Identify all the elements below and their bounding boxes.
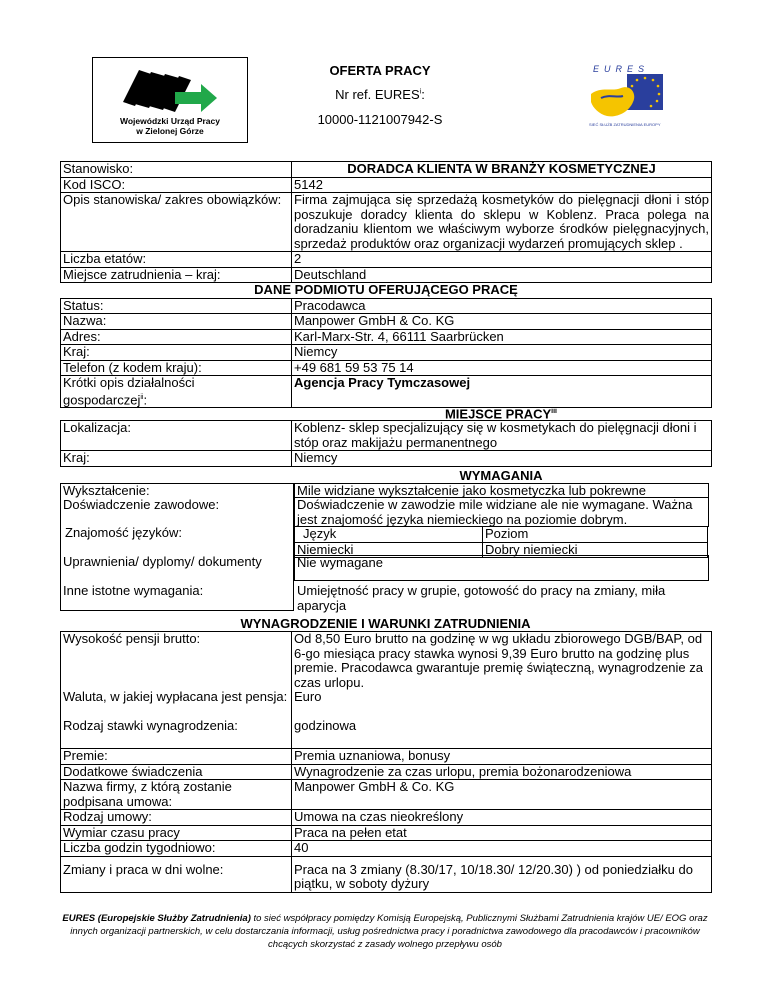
table-row <box>61 360 712 376</box>
wup-logo-caption: Wojewódzki Urząd Pracy w Zielonej Górze <box>120 116 220 136</box>
wymiar-label: Wymiar czasu pracy <box>61 825 292 841</box>
isco-value: 5142 <box>292 177 712 193</box>
swiadczenia-value: Wynagrodzenie za czas urlopu, premia bożonarodzeniowa <box>292 764 712 780</box>
inne-label: Inne istotne wymagania: <box>63 583 204 598</box>
table-row <box>61 780 712 810</box>
page-title: OFERTA PRACY <box>329 63 431 78</box>
telefon-label: Telefon (z kodem kraju): <box>61 360 292 376</box>
etaty-label: Liczba etatów: <box>61 252 292 268</box>
waluta-label: Waluta, w jakiej wypłacana jest pensja: <box>61 690 292 719</box>
status-value: Pracodawca <box>292 298 712 314</box>
status-label: Status: <box>61 298 292 314</box>
firma-value: Manpower GmbH & Co. KG <box>292 780 712 810</box>
table-row <box>61 252 712 268</box>
telefon-value: +49 681 59 53 75 14 <box>292 360 712 376</box>
table-row <box>61 376 712 408</box>
poziom-value: Dobry niemiecki <box>483 542 708 558</box>
opis-value: Firma zajmująca się sprzedażą kosmetyków do pielęgnacji dłoni i stóp poszukuje doradcy klienta do sklepu w Koblenz. Praca polega na doradzaniu klientom we właściwym wyborze środków pielęgnacyjnych, sprzedaż produktów oraz organizacji wydarzeń promujących sklep . <box>292 193 712 252</box>
table-row <box>61 719 712 749</box>
location-section-title: MIEJSCE PRACY$^{iii}$ <box>444 406 558 422</box>
table-row <box>61 283 712 299</box>
salary-section-title: WYNAGRODZENIE I WARUNKI ZATRUDNIENIA <box>240 616 531 631</box>
doswiadczenie-value: Doświadczenie w zawodzie mile widziane ale nie wymagane. Ważna jest znajomość języka niemieckiego na poziomie dobrym. <box>297 497 693 527</box>
waluta-value: Euro <box>292 690 712 719</box>
poziom-header: Poziom <box>483 527 708 543</box>
position-table <box>60 161 712 408</box>
uprawnienia-value: Nie wymagane <box>297 555 383 570</box>
location-table <box>60 420 712 467</box>
stanowisko-label: Stanowisko: <box>61 162 292 178</box>
requirements-section-title: WYMAGANIA <box>459 468 543 483</box>
employer-section-title: DANE PODMIOTU OFERUJĄCEGO PRACĘ <box>61 283 712 299</box>
table-row <box>61 810 712 826</box>
eures-logo-sub: SIEĆ SŁUŻB ZATRUDNIENIA EUROPY <box>589 122 661 127</box>
table-row <box>61 841 712 857</box>
zmiany-value: Praca na 3 zmiany (8.30/17, 10/18.30/ 12/20.30) ) od poniedziałku do piątku, w soboty dyżury <box>292 856 712 892</box>
wyksztalcenie-value: Mile widziane wykształcenie jako kosmetyczka lub pokrewne <box>297 483 646 498</box>
firma-label: Nazwa firmy, z którą zostanie podpisana umowa: <box>61 780 292 810</box>
wup-logo <box>92 57 248 143</box>
uprawnienia-label: Uprawnienia/ dyplomy/ dokumenty <box>63 554 262 569</box>
premie-label: Premie: <box>61 749 292 765</box>
adres-value: Karl-Marx-Str. 4, 66111 Saarbrücken <box>292 329 712 345</box>
wymiar-value: Praca na pełen etat <box>292 825 712 841</box>
wup-logo-graphic <box>93 58 247 116</box>
table-row <box>61 764 712 780</box>
inne-value: Umiejętność pracy w grupie, gotowość do pracy na zmiany, miła aparycja <box>297 583 666 613</box>
umowa-value: Umowa na czas nieokreślony <box>292 810 712 826</box>
table-row <box>61 421 712 451</box>
location-kraj-label: Kraj: <box>61 451 292 467</box>
dzialalnosc-value: Agencja Pracy Tymczasowej <box>292 376 712 408</box>
table-row <box>61 632 712 691</box>
opis-label: Opis stanowiska/ zakres obowiązków: <box>61 193 292 252</box>
lokalizacja-value: Koblenz- sklep specjalizujący się w kosmetykach do pielęgnacji dłoni i stóp oraz makijażu permanentnego <box>292 421 712 451</box>
location-kraj-value: Niemcy <box>292 451 712 467</box>
stanowisko-value: DORADCA KLIENTA W BRANŻY KOSMETYCZNEJ <box>292 162 712 178</box>
table-row <box>61 856 712 892</box>
kraj-label: Kraj: <box>61 345 292 361</box>
table-row <box>61 267 712 283</box>
eures-logo <box>583 64 667 132</box>
table-row <box>61 690 712 719</box>
table-row <box>61 177 712 193</box>
table-row <box>61 451 712 467</box>
footer-note: EURES (Europejskie Służby Zatrudnienia) to sieć współpracy pomiędzy Komisją Europejską, Publicznymi Służbami Zatrudnienia krajów UE/ EOG oraz innych organizacji partnerskich, w celu dostarczania informacji, usług pośrednictwa pracy i poradnictwa zawodowego dla pracodawców i pracowników chcących skorzystać z zasady wolnego przepływu osób <box>62 913 708 950</box>
table-row <box>61 314 712 330</box>
miejsce-value: Deutschland <box>292 267 712 283</box>
ref-number: 10000-1121007942-S <box>317 112 443 127</box>
miejsce-label: Miejsce zatrudnienia – kraj: <box>61 267 292 283</box>
table-row <box>61 345 712 361</box>
jezyk-value: Niemiecki <box>295 542 483 558</box>
jezyk-header: Język <box>295 527 483 543</box>
ref-label: Nr ref. EURES$^i$: <box>335 87 425 102</box>
isco-label: Kod ISCO: <box>61 177 292 193</box>
pensja-label: Wysokość pensji brutto: <box>61 632 292 691</box>
umowa-label: Rodzaj umowy: <box>61 810 292 826</box>
godziny-label: Liczba godzin tygodniowo: <box>61 841 292 857</box>
table-row <box>61 329 712 345</box>
jezyki-label: Znajomość języków: <box>65 525 183 540</box>
languages-table <box>294 526 708 558</box>
pensja-value: Od 8,50 Euro brutto na godzinę w wg układu zbiorowego DGB/BAP, od 6-go miesiąca pracy stawka wynosi 9,39 Euro brutto na godzinę plus premie. Pracodawca gwarantuje premię świąteczną, wynagrodzenie za czas urlopu. <box>292 632 712 691</box>
kraj-value: Niemcy <box>292 345 712 361</box>
table-row <box>61 749 712 765</box>
table-row <box>61 298 712 314</box>
swiadczenia-label: Dodatkowe świadczenia <box>61 764 292 780</box>
godziny-value: 40 <box>292 841 712 857</box>
table-row <box>61 825 712 841</box>
dzialalnosc-label: Krótki opis działalności gospodarczej$^{ii}$: <box>61 376 292 408</box>
stawka-value: godzinowa <box>292 719 712 749</box>
stawka-label: Rodzaj stawki wynagrodzenia: <box>61 719 292 749</box>
lokalizacja-label: Lokalizacja: <box>61 421 292 451</box>
adres-label: Adres: <box>61 329 292 345</box>
eures-logo-text: EURES <box>593 64 650 74</box>
nazwa-value: Manpower GmbH & Co. KG <box>292 314 712 330</box>
premie-value: Premia uznaniowa, bonusy <box>292 749 712 765</box>
table-row <box>61 162 712 178</box>
nazwa-label: Nazwa: <box>61 314 292 330</box>
wyksztalcenie-label: Wykształcenie: <box>63 483 150 498</box>
table-row <box>295 527 708 543</box>
doswiadczenie-label: Doświadczenie zawodowe: <box>63 497 220 512</box>
zmiany-label: Zmiany i praca w dni wolne: <box>61 856 292 892</box>
table-row <box>61 193 712 252</box>
salary-table <box>60 631 712 893</box>
etaty-value: 2 <box>292 252 712 268</box>
